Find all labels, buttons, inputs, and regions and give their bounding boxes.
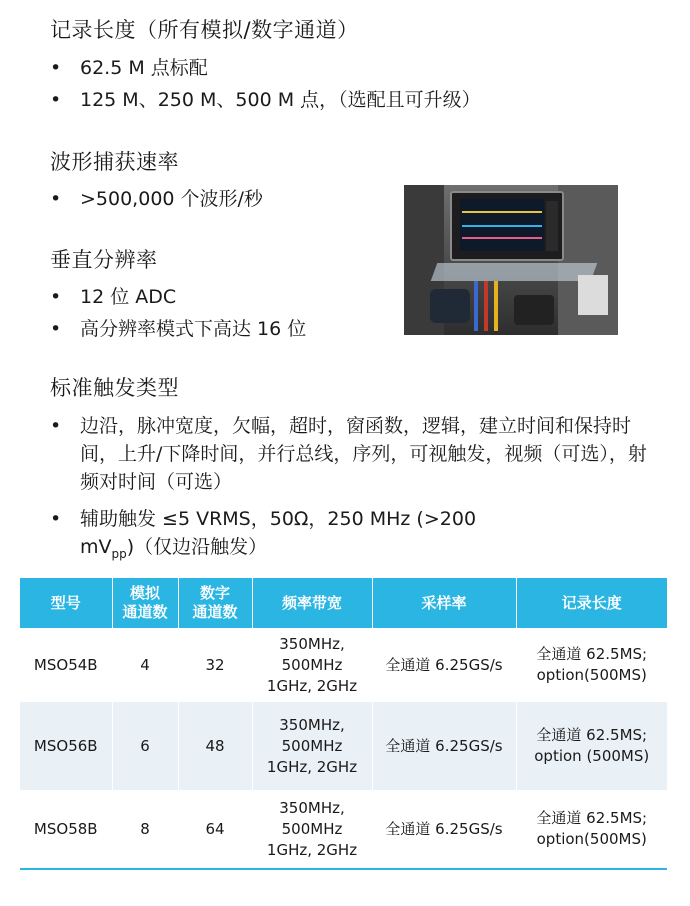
bullet-text: 12 位 ADC <box>80 286 177 308</box>
cell-record-length: 全通道 62.5MS; option(500MS) <box>516 790 667 869</box>
table-row <box>20 702 667 790</box>
aux-trigger-subscript: pp <box>111 546 127 561</box>
aux-trigger-text-end: )（仅边沿触发） <box>126 536 268 558</box>
bullet-dot: • <box>50 57 62 79</box>
cell-bandwidth: 350MHz, 500MHz 1GHz, 2GHz <box>252 790 372 869</box>
cell-model: MSO58B <box>20 790 112 869</box>
motor-icon <box>430 289 470 323</box>
heading-capture-rate: 波形捕获速率 <box>50 150 179 174</box>
bullet-text: 高分辨率模式下高达 16 位 <box>80 318 307 340</box>
header-model: 型号 <box>20 578 112 628</box>
cell-bandwidth: 350MHz, 500MHz 1GHz, 2GHz <box>252 702 372 790</box>
header-digital-channels: 数字 通道数 <box>178 578 252 628</box>
heading-vertical-resolution: 垂直分辨率 <box>50 248 158 272</box>
cell-sample-rate: 全通道 6.25GS/s <box>372 790 516 869</box>
cell-digital: 64 <box>178 790 252 869</box>
bullet-dot: • <box>50 89 62 111</box>
header-record-length: 记录长度 <box>516 578 667 628</box>
cell-model: MSO56B <box>20 702 112 790</box>
cell-analog: 4 <box>112 628 178 702</box>
bullet-text: >500,000 个波形/秒 <box>80 188 263 210</box>
header-analog-channels: 模拟 通道数 <box>112 578 178 628</box>
cell-record-length: 全通道 62.5MS; option (500MS) <box>516 702 667 790</box>
cell-digital: 32 <box>178 628 252 702</box>
heading-trigger-types: 标准触发类型 <box>50 376 179 400</box>
bullet-text: 125 M、250 M、500 M 点，（选配且可升级） <box>80 89 481 111</box>
bullet-dot: • <box>50 508 62 530</box>
cell-model: MSO54B <box>20 628 112 702</box>
table-row <box>20 628 667 702</box>
cell-digital: 48 <box>178 702 252 790</box>
cell-bandwidth: 350MHz, 500MHz 1GHz, 2GHz <box>252 628 372 702</box>
table-row <box>20 790 667 869</box>
bullet-text: 62.5 M 点标配 <box>80 57 208 79</box>
cell-sample-rate: 全通道 6.25GS/s <box>372 628 516 702</box>
cell-analog: 8 <box>112 790 178 869</box>
spec-table <box>20 578 667 870</box>
cell-record-length: 全通道 62.5MS; option(500MS) <box>516 628 667 702</box>
cell-analog: 6 <box>112 702 178 790</box>
header-sample-rate: 采样率 <box>372 578 516 628</box>
oscilloscope-icon <box>450 191 564 261</box>
header-bandwidth: 频率带宽 <box>252 578 372 628</box>
heading-record-length: 记录长度（所有模拟/数字通道） <box>50 18 359 42</box>
oscilloscope-photo <box>404 185 618 335</box>
aux-trigger-text: 辅助触发 ≤5 VRMS，50Ω，250 MHz (>200 mV <box>80 508 477 558</box>
bullet-text: 边沿，脉冲宽度，欠幅，超时，窗函数，逻辑，建立时间和保持时间，上升/下降时间，并行总线，序列，可视触发，视频（可选），射频对时间（可选） <box>80 415 647 493</box>
bullet-dot: • <box>50 318 62 340</box>
cell-sample-rate: 全通道 6.25GS/s <box>372 702 516 790</box>
table-header-row <box>20 578 667 628</box>
bullet-dot: • <box>50 188 62 210</box>
bullet-dot: • <box>50 286 62 308</box>
bullet-dot: • <box>50 415 62 437</box>
bullet-text <box>80 505 660 568</box>
